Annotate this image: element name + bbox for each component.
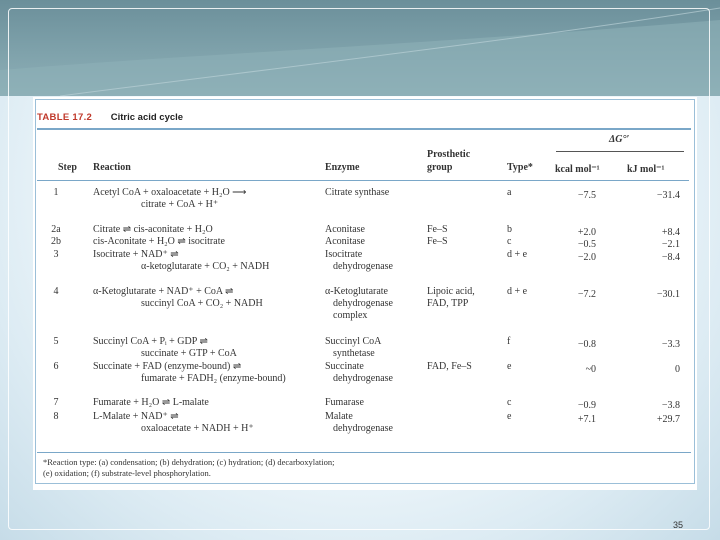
row-type: d + e [507,249,528,260]
header-prosthetic: Prosthetic [427,149,471,160]
row-delta-g-kj: −3.8 [661,400,680,411]
row-step: 2b [51,236,61,247]
row-delta-g-kj: −2.1 [661,239,680,250]
header-step: Step [58,162,77,173]
row-reaction-line: citrate + CoA + H⁺ [141,199,219,210]
row-delta-g-kcal: −0.5 [577,239,596,250]
row-type: f [507,336,511,347]
row-enzyme-line: Malate [325,411,353,422]
row-enzyme-line: Isocitrate [325,249,363,260]
row-type: e [507,411,512,422]
row-delta-g-kcal: −7.2 [577,289,596,300]
header-reaction: Reaction [93,162,131,173]
row-enzyme-line: Citrate synthase [325,187,390,198]
header-enzyme: Enzyme [325,162,360,173]
row-step: 3 [53,249,59,260]
row-reaction-line: oxaloacetate + NADH + H⁺ [141,423,254,434]
header-kcal: kcal mol⁻¹ [555,164,600,175]
row-enzyme-line: Succinate [325,361,364,372]
row-enzyme-line: dehydrogenase [333,261,393,272]
page-number: 35 [673,520,684,530]
row-delta-g-kcal: ~0 [585,364,596,375]
row-reaction-line: Succinyl CoA + Pᵢ + GDP ⇌ [93,336,208,347]
footnote-rule [37,452,691,453]
row-reaction-line: succinate + GTP + CoA [141,348,237,359]
row-enzyme-line: Fumarase [325,397,364,408]
header-rule [37,180,689,181]
row-delta-g-kj: −30.1 [656,289,680,300]
row-enzyme-line: dehydrogenase [333,423,393,434]
row-type: c [507,397,512,408]
row-step: 2a [51,224,61,235]
row-reaction-line: Citrate ⇌ cis-aconitate + H₂O [93,224,213,235]
row-prosthetic-group: FAD, TPP [427,298,469,309]
row-enzyme-line: dehydrogenase [333,298,393,309]
row-enzyme-line: Aconitase [325,224,365,235]
table-footnote [43,457,335,479]
footnote-line-2: (e) oxidation; (f) substrate-level phosphorylation. [43,468,211,478]
row-delta-g-kcal: −7.5 [577,190,596,201]
row-enzyme-line: dehydrogenase [333,373,393,384]
row-type: d + e [507,286,528,297]
row-reaction-line: Fumarate + H₂O ⇌ L-malate [93,397,209,408]
row-reaction-line: α-Ketoglutarate + NAD⁺ + CoA ⇌ [93,286,234,297]
row-type: a [507,187,512,198]
footnote-line-1: *Reaction type: (a) condensation; (b) dehydration; (c) hydration; (d) decarboxylation; [43,457,335,467]
row-type: b [507,224,512,235]
row-reaction-line: succinyl CoA + CO₂ + NADH [141,298,263,309]
row-prosthetic-group: Fe–S [427,224,448,235]
row-delta-g-kcal: −0.8 [577,339,596,350]
row-step: 7 [53,397,59,408]
header-delta-g: ΔG°′ [609,134,630,145]
row-enzyme-line: α-Ketoglutarate [325,286,388,297]
row-prosthetic-group: Lipoic acid, [427,286,475,297]
row-delta-g-kj: −3.3 [661,339,680,350]
row-step: 8 [53,411,59,422]
header-type: Type* [507,162,533,173]
row-delta-g-kcal: −0.9 [577,400,596,411]
delta-g-rule [556,151,684,152]
row-delta-g-kj: −8.4 [661,252,680,263]
row-step: 1 [53,187,59,198]
row-type: e [507,361,512,372]
row-delta-g-kcal: +7.1 [577,414,596,425]
row-enzyme-line: Succinyl CoA [325,336,382,347]
table-title [37,112,183,123]
header-kj: kJ mol⁻¹ [627,164,665,175]
row-delta-g-kcal: +2.0 [577,227,596,238]
row-delta-g-kj: +8.4 [661,227,680,238]
title-rule [37,128,691,130]
row-reaction-line: cis-Aconitate + H₂O ⇌ isocitrate [93,236,225,247]
header-group: group [427,162,453,173]
row-enzyme-line: Aconitase [325,236,365,247]
row-type: c [507,236,512,247]
table-image [33,97,697,490]
row-step: 4 [53,286,59,297]
row-reaction-line: Acetyl CoA + oxaloacetate + H₂O ⟶ [93,187,247,198]
table-name: Citric acid cycle [110,112,184,123]
row-reaction-line: Succinate + FAD (enzyme-bound) ⇌ [93,361,242,372]
row-enzyme-line: complex [333,310,368,321]
row-reaction-line: Isocitrate + NAD⁺ ⇌ [93,249,179,260]
row-delta-g-kj: 0 [675,364,680,375]
row-delta-g-kj: −31.4 [656,190,680,201]
row-prosthetic-group: Fe–S [427,236,448,247]
row-delta-g-kj: +29.7 [656,414,680,425]
row-enzyme-line: synthetase [333,348,375,359]
table-number: TABLE 17.2 [37,112,93,123]
row-delta-g-kcal: −2.0 [577,252,596,263]
row-prosthetic-group: FAD, Fe–S [427,361,472,372]
row-reaction-line: α-ketoglutarate + CO₂ + NADH [141,261,270,272]
row-reaction-line: fumarate + FADH₂ (enzyme-bound) [141,373,286,384]
row-step: 6 [53,361,59,372]
row-reaction-line: L-Malate + NAD⁺ ⇌ [93,411,179,422]
row-step: 5 [53,336,59,347]
